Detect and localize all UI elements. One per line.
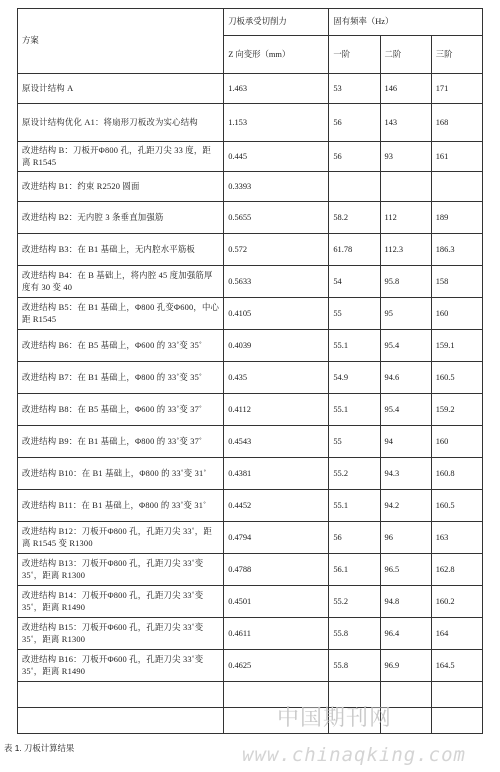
cell-order-2: [380, 172, 431, 202]
cell-order-2: 95.4: [380, 330, 431, 362]
cell-z-deformation: 0.4105: [224, 298, 329, 330]
table-row: [18, 104, 483, 142]
cell-scheme: 改进结构 B3：在 B1 基础上，无内腔水平筋板: [18, 234, 224, 266]
cell-order-1: 55.1: [329, 490, 380, 522]
cell-z-deformation: 0.4112: [224, 394, 329, 426]
header-order-1: 一阶: [329, 36, 380, 74]
cell-order-2: 94.8: [380, 586, 431, 618]
table-row: [18, 298, 483, 330]
cell-order-1: 56: [329, 104, 380, 142]
cell-z-deformation: 0.435: [224, 362, 329, 394]
table-row: [18, 618, 483, 650]
cell-order-2: 96.5: [380, 554, 431, 586]
cell-order-3: 162.8: [431, 554, 482, 586]
table-row: [18, 142, 483, 172]
cell-order-2: 96: [380, 522, 431, 554]
cell-order-1: 55: [329, 426, 380, 458]
cell-scheme: 改进结构 B8：在 B5 基础上，Φ600 的 33˚变 37˚: [18, 394, 224, 426]
table-row: [18, 234, 483, 266]
cell-order-2: 93: [380, 142, 431, 172]
cell-scheme: 改进结构 B1：约束 R2520 圆面: [18, 172, 224, 202]
cell-scheme: 原设计结构 A: [18, 74, 224, 104]
table-row: [18, 426, 483, 458]
cell-z-deformation: 0.445: [224, 142, 329, 172]
cell-order-1: 55.8: [329, 650, 380, 682]
cell-order-1: 56.1: [329, 554, 380, 586]
table-row: [18, 458, 483, 490]
cell-z-deformation: 0.572: [224, 234, 329, 266]
cell-order-3: 189: [431, 202, 482, 234]
cell-z-deformation: 0.5655: [224, 202, 329, 234]
cell-z-deformation: 0.4794: [224, 522, 329, 554]
cell-order-3: [431, 708, 482, 734]
cell-order-3: 163: [431, 522, 482, 554]
cell-order-3: 164.5: [431, 650, 482, 682]
cell-order-3: 159.1: [431, 330, 482, 362]
cell-order-3: 164: [431, 618, 482, 650]
cell-scheme: 改进结构 B6：在 B5 基础上，Φ600 的 33˚变 35˚: [18, 330, 224, 362]
table-row: [18, 362, 483, 394]
cell-scheme: 改进结构 B5：在 B1 基础上，Φ800 孔变Φ600，中心距 R1545: [18, 298, 224, 330]
cell-order-3: 158: [431, 266, 482, 298]
watermark-url: www.chinaqking.com: [242, 744, 466, 766]
table-row: [18, 490, 483, 522]
cell-order-2: 112: [380, 202, 431, 234]
cell-order-2: 143: [380, 104, 431, 142]
cell-z-deformation: 0.4039: [224, 330, 329, 362]
cell-order-1: 55.1: [329, 394, 380, 426]
cell-order-3: 159.2: [431, 394, 482, 426]
cell-order-1: 55.2: [329, 586, 380, 618]
cell-order-3: [431, 682, 482, 708]
cell-scheme: 改进结构 B13：刀板开Φ800 孔，孔距刀尖 33˚变 35˚，距离 R1300: [18, 554, 224, 586]
cell-order-2: 112.3: [380, 234, 431, 266]
cell-scheme: 改进结构 B：刀板开Φ800 孔，孔距刀尖 33 度，距离 R1545: [18, 142, 224, 172]
cell-scheme: 改进结构 B10：在 B1 基础上，Φ800 的 33˚变 31˚: [18, 458, 224, 490]
cell-scheme: 改进结构 B4：在 B 基础上，将内腔 45 度加强筋厚度有 30 变 40: [18, 266, 224, 298]
cell-order-2: 95.8: [380, 266, 431, 298]
header-scheme: 方案: [18, 9, 224, 74]
cell-order-2: 94.3: [380, 458, 431, 490]
cell-scheme: 改进结构 B2：无内腔 3 条垂直加强筋: [18, 202, 224, 234]
cell-order-1: 55: [329, 298, 380, 330]
cell-order-1: 61.78: [329, 234, 380, 266]
header-blade-force: 刀板承受切削力: [224, 9, 329, 36]
table-row: [18, 682, 483, 708]
cell-z-deformation: 0.4501: [224, 586, 329, 618]
cell-order-1: 55.8: [329, 618, 380, 650]
header-order-2: 二阶: [380, 36, 431, 74]
table-row: [18, 586, 483, 618]
header-z-deformation: Z 向变形（mm）: [224, 36, 329, 74]
cell-order-3: 160: [431, 298, 482, 330]
cell-z-deformation: 0.4625: [224, 650, 329, 682]
table-row: [18, 522, 483, 554]
cell-order-2: 96.4: [380, 618, 431, 650]
cell-scheme: [18, 682, 224, 708]
table-row: [18, 554, 483, 586]
cell-order-3: 160.8: [431, 458, 482, 490]
cell-scheme: 改进结构 B9：在 B1 基础上，Φ800 的 33˚变 37˚: [18, 426, 224, 458]
cell-z-deformation: 0.4381: [224, 458, 329, 490]
cell-order-1: 55.2: [329, 458, 380, 490]
cell-scheme: 改进结构 B15：刀板开Φ600 孔，孔距刀尖 33˚变 35˚，距离 R1300: [18, 618, 224, 650]
table-row: [18, 650, 483, 682]
cell-z-deformation: 1.153: [224, 104, 329, 142]
table-row: [18, 266, 483, 298]
table-row: [18, 394, 483, 426]
cell-order-1: 58.2: [329, 202, 380, 234]
cell-scheme: 改进结构 B12：刀板开Φ800 孔，孔距刀尖 33˚，距离 R1545 变 R1300: [18, 522, 224, 554]
cell-order-2: 94: [380, 426, 431, 458]
table-row: [18, 202, 483, 234]
watermark-cn: 中国期刊网: [276, 706, 392, 731]
cell-order-1: 54: [329, 266, 380, 298]
cell-order-1: [329, 172, 380, 202]
table-row: [18, 330, 483, 362]
cell-scheme: [18, 708, 224, 734]
cell-scheme: 原设计结构优化 A1：将扇形刀板改为实心结构: [18, 104, 224, 142]
cell-z-deformation: 0.4543: [224, 426, 329, 458]
results-table: [17, 8, 483, 734]
table-caption: 表 1. 刀板计算结果: [4, 743, 75, 753]
cell-order-3: 161: [431, 142, 482, 172]
header-order-3: 三阶: [431, 36, 482, 74]
cell-z-deformation: 0.4452: [224, 490, 329, 522]
cell-scheme: 改进结构 B11：在 B1 基础上，Φ800 的 33˚变 31˚: [18, 490, 224, 522]
cell-order-2: 94.2: [380, 490, 431, 522]
cell-order-3: 186.3: [431, 234, 482, 266]
cell-order-1: 55.1: [329, 330, 380, 362]
header-natural-frequency: 固有频率（Hz）: [329, 9, 483, 36]
cell-order-1: 53: [329, 74, 380, 104]
cell-order-3: 160.5: [431, 362, 482, 394]
cell-order-3: [431, 172, 482, 202]
cell-order-2: 146: [380, 74, 431, 104]
cell-scheme: 改进结构 B16：刀板开Φ600 孔，孔距刀尖 33˚变 35˚，距离 R1490: [18, 650, 224, 682]
cell-z-deformation: 0.5633: [224, 266, 329, 298]
cell-order-2: 96.9: [380, 650, 431, 682]
cell-z-deformation: 0.3393: [224, 172, 329, 202]
cell-z-deformation: 0.4611: [224, 618, 329, 650]
cell-order-2: 95.4: [380, 394, 431, 426]
cell-scheme: 改进结构 B7：在 B1 基础上，Φ800 的 33˚变 35˚: [18, 362, 224, 394]
cell-order-3: 160: [431, 426, 482, 458]
table-row: [18, 172, 483, 202]
cell-order-1: 56: [329, 522, 380, 554]
cell-z-deformation: 0.4788: [224, 554, 329, 586]
cell-order-1: 56: [329, 142, 380, 172]
table-row: [18, 74, 483, 104]
table-body: [18, 74, 483, 734]
cell-order-1: 54.9: [329, 362, 380, 394]
cell-z-deformation: 1.463: [224, 74, 329, 104]
cell-scheme: 改进结构 B14：刀板开Φ800 孔，孔距刀尖 33˚变 35˚，距离 R1490: [18, 586, 224, 618]
cell-order-3: 168: [431, 104, 482, 142]
cell-order-2: 94.6: [380, 362, 431, 394]
cell-order-2: 95: [380, 298, 431, 330]
cell-order-3: 171: [431, 74, 482, 104]
table-row: [18, 708, 483, 734]
cell-order-3: 160.2: [431, 586, 482, 618]
cell-order-3: 160.5: [431, 490, 482, 522]
